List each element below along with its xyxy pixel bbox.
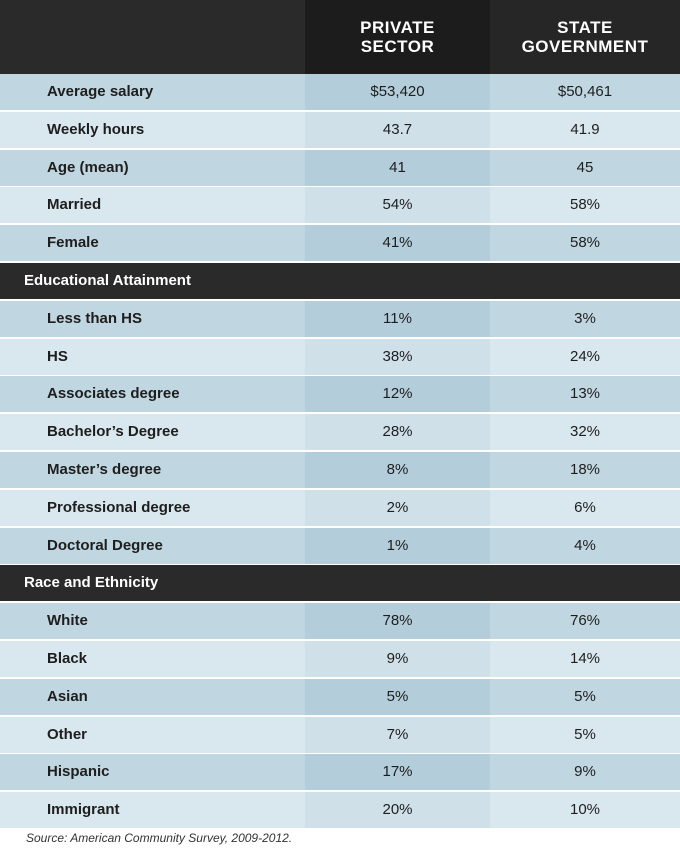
state-government-value: 24% xyxy=(569,347,601,365)
row-label: Doctoral Degree xyxy=(47,536,163,554)
row-label: White xyxy=(47,612,88,630)
row-label: Less than HS xyxy=(47,309,143,327)
private-sector-value: 5% xyxy=(305,679,490,715)
private-sector-value: 41% xyxy=(305,225,490,261)
private-sector-value: $53,420 xyxy=(305,74,490,110)
row-label: Black xyxy=(47,650,88,667)
state-government-value: $50,461 xyxy=(557,83,613,100)
source-note: Source: American Community Survey, 2009-2012. xyxy=(26,831,293,845)
private-sector-value: 28% xyxy=(305,414,490,450)
state-government-value: 45 xyxy=(576,158,594,176)
row-label: HS xyxy=(47,347,68,365)
row-label: Professional degree xyxy=(47,498,191,516)
table-row xyxy=(0,452,680,488)
row-label: Married xyxy=(47,196,102,214)
private-sector-value: 54% xyxy=(305,187,490,223)
state-government-value: 4% xyxy=(574,536,596,554)
table-row xyxy=(0,414,680,450)
row-label: Master’s degree xyxy=(47,461,162,478)
table-row xyxy=(0,112,680,148)
private-sector-value: 12% xyxy=(305,376,490,412)
column-header-state-government: STATE GOVERNMENT xyxy=(490,0,680,74)
table-row xyxy=(0,528,680,564)
state-government-value: 76% xyxy=(569,612,601,630)
table-row xyxy=(0,603,680,639)
private-sector-value: 11% xyxy=(305,301,490,337)
state-government-value: 6% xyxy=(574,498,596,516)
private-sector-value: 7% xyxy=(305,717,490,753)
section-header xyxy=(0,263,680,299)
table-row xyxy=(0,792,680,828)
state-government-value: 58% xyxy=(569,196,601,214)
state-government-value: 13% xyxy=(569,385,601,403)
private-sector-value: 17% xyxy=(305,754,490,790)
state-government-value: 5% xyxy=(574,687,596,705)
table-row xyxy=(0,754,680,790)
row-label: Associates degree xyxy=(47,385,180,403)
private-sector-value: 20% xyxy=(305,792,490,828)
table-row xyxy=(0,339,680,375)
state-government-value: 32% xyxy=(569,423,601,441)
row-label: Other xyxy=(47,725,88,743)
row-label: Bachelor’s Degree xyxy=(47,423,179,441)
table-row xyxy=(0,150,680,186)
table-row xyxy=(0,74,680,110)
table-row xyxy=(0,301,680,337)
row-label: Age (mean) xyxy=(47,158,129,176)
row-label: Asian xyxy=(47,687,88,705)
section-header xyxy=(0,565,680,601)
section-title: Educational Attainment xyxy=(24,272,191,289)
state-government-value: 58% xyxy=(569,234,601,252)
state-government-value: 3% xyxy=(574,309,596,327)
state-government-value: 14% xyxy=(569,650,601,667)
row-label: Hispanic xyxy=(47,763,110,781)
private-sector-value: 41 xyxy=(305,150,490,186)
row-label: Immigrant xyxy=(47,801,120,819)
private-sector-value: 9% xyxy=(305,641,490,677)
section-title: Race and Ethnicity xyxy=(24,574,159,592)
private-sector-value: 43.7 xyxy=(305,112,490,148)
private-sector-value: 78% xyxy=(305,603,490,639)
table-row xyxy=(0,376,680,412)
state-government-value: 41.9 xyxy=(570,120,600,138)
private-sector-value: 2% xyxy=(305,490,490,526)
table-row xyxy=(0,679,680,715)
row-label: Female xyxy=(47,234,99,252)
table-row xyxy=(0,717,680,753)
table-row xyxy=(0,641,680,677)
state-government-value: 10% xyxy=(569,801,601,819)
private-sector-value: 8% xyxy=(305,452,490,488)
table-row xyxy=(0,490,680,526)
table-header xyxy=(0,0,680,74)
state-government-value: 5% xyxy=(574,725,596,743)
row-label: Weekly hours xyxy=(47,120,145,138)
private-sector-value: 1% xyxy=(305,528,490,564)
column-header-private-sector: PRIVATE SECTOR xyxy=(305,0,490,74)
table-row xyxy=(0,187,680,223)
row-label: Average salary xyxy=(47,83,154,100)
private-sector-value: 38% xyxy=(305,339,490,375)
state-government-value: 18% xyxy=(569,461,601,478)
table-row xyxy=(0,225,680,261)
state-government-value: 9% xyxy=(574,763,596,781)
